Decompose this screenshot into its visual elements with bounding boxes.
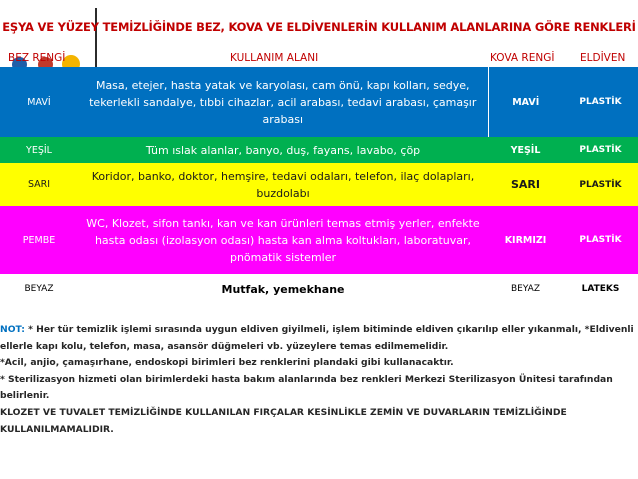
bez-rengi-cell: PEMBE <box>0 206 78 274</box>
kullanim-alani-cell: Masa, etejer, hasta yatak ve karyolası, cam önü, kapı kolları, sedye, tekerlekli sandalye, tıbbi cihazlar, acil arabası, tedavi arabası, çamaşır arabası <box>78 67 488 137</box>
kullanim-alani-cell: Tüm ıslak alanlar, banyo, duş, fayans, lavabo, çöp <box>78 137 488 163</box>
table-row <box>0 206 638 274</box>
note-line <box>0 322 636 355</box>
eldiven-cell: PLASTİK <box>563 67 638 137</box>
kullanim-alani-cell: Mutfak, yemekhane <box>78 274 488 304</box>
note-text: * Her tür temizlik işlemi sırasında uygun eldiven giyilmeli, işlem bitiminde eldiven çıkarılıp eller yıkanmalı, *Eldivenli ellerle kapı kolu, telefon, masa, asansör düğmeleri vb. yüzeylere temas edilmemelidir. <box>0 324 634 352</box>
kova-rengi-cell: BEYAZ <box>488 274 563 304</box>
kullanim-alani-cell: WC, Klozet, sifon tankı, kan ve kan ürünleri temas etmiş yerler, enfekte hasta odası (izolasyon odası) hasta kan alma koltukları, laboratuvar, pnömatik sistemler <box>78 206 488 274</box>
kova-rengi-cell: YEŞİL <box>488 137 563 163</box>
table-row <box>0 137 638 163</box>
table-row <box>0 67 638 137</box>
bez-rengi-cell: SARI <box>0 163 78 206</box>
table-row <box>0 163 638 206</box>
note-line: KLOZET VE TUVALET TEMİZLİĞİNDE KULLANILAN FIRÇALAR KESİNLİKLE ZEMİN VE DUVARLARIN TEMİZLİĞİNDE KULLANILMAMALIDIR. <box>0 406 567 435</box>
eldiven-cell: PLASTİK <box>563 137 638 163</box>
note-line: * Sterilizasyon hizmeti olan birimlerdeki hasta bakım alanlarında bez renkleri Merkezi Sterilizasyon Ünitesi tarafından belirlenir. <box>0 373 613 402</box>
decorative-vertical-line <box>95 8 97 74</box>
table-row <box>0 274 638 304</box>
header-kova-rengi: KOVA RENGİ <box>490 52 555 64</box>
kova-rengi-cell: MAVİ <box>488 67 563 137</box>
bez-rengi-cell: MAVİ <box>0 67 78 137</box>
eldiven-cell: LATEKS <box>563 274 638 304</box>
kullanim-alani-cell: Koridor, banko, doktor, hemşire, tedavi odaları, telefon, ilaç dolapları, buzdolabı <box>78 163 488 206</box>
note-label: NOT: <box>0 324 25 335</box>
bez-rengi-cell: BEYAZ <box>0 274 78 304</box>
note-line: *Acil, anjio, çamaşırhane, endoskopi birimleri bez renklerini plandaki gibi kullanacaktır. <box>0 357 454 369</box>
bez-rengi-cell: YEŞİL <box>0 137 78 163</box>
eldiven-cell: PLASTİK <box>563 206 638 274</box>
header-bez-rengi: BEZ RENGİ <box>8 52 66 64</box>
eldiven-cell: PLASTİK <box>563 163 638 206</box>
notes-section <box>0 322 636 438</box>
kova-rengi-cell: KIRMIZI <box>488 206 563 274</box>
color-table <box>0 67 638 304</box>
page-title: EŞYA VE YÜZEY TEMİZLİĞİNDE BEZ, KOVA VE ELDİVENLERİN KULLANIM ALANLARINA GÖRE RENKLERİ <box>2 20 636 34</box>
header-kullanim-alani: KULLANIM ALANI <box>230 52 319 64</box>
header-eldiven: ELDİVEN <box>580 52 626 64</box>
kova-rengi-cell: SARI <box>488 163 563 206</box>
